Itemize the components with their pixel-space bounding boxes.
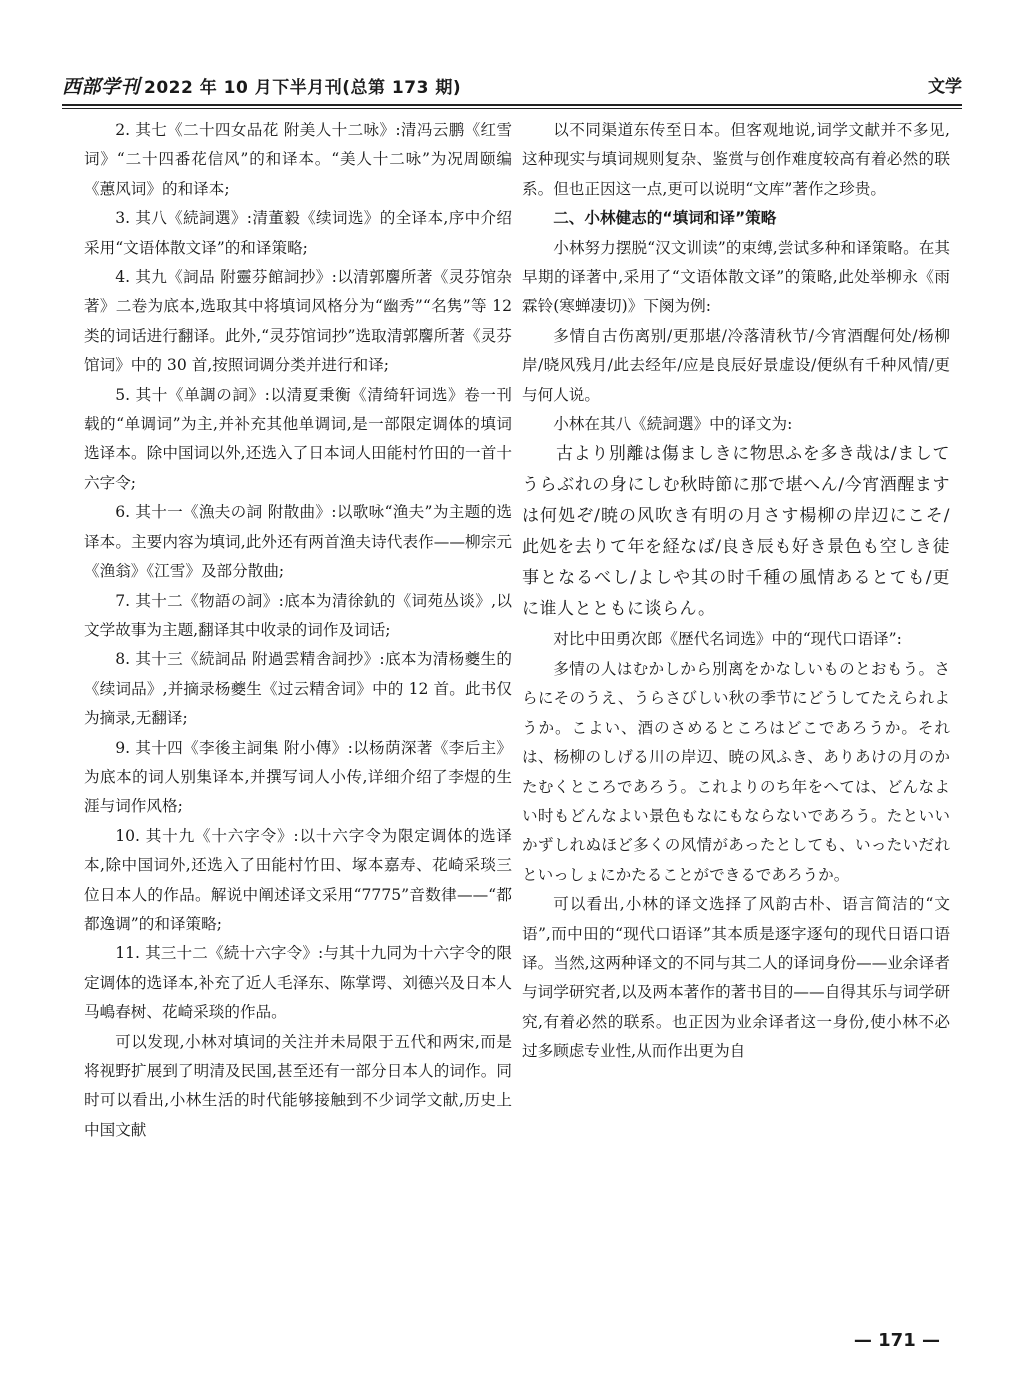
paragraph: 对比中田勇次郎《歴代名词选》中的“现代口语译”: (553, 630, 902, 649)
paragraph: 4. 其九《詞品 附靈芬館詞抄》:以清郭麐所著《灵芬馆杂著》二卷为底本,选取其中将填词风格分为“幽秀”“名隽”等 12 类的词话进行翻译。此外,“灵芬馆词抄”选取清郭麐所著《灵芬馆词》中的 30 首,按照词调分类并进行和译; (84, 268, 512, 375)
paragraph: 2. 其七《二十四女品花 附美人十二咏》:清冯云鹏《红雪词》“二十四番花信风”的和译本。“美人十二咏”为况周颐编《蕙风词》的和译本; (84, 121, 512, 198)
japanese-translation-quote: 古より別離は傷ましきに物思ふを多き哉は/ましてうらぶれの身にしむ秋時節に那で堪へん/今宵酒醒ますは何処ぞ/暁の风吹き有明の月さす楊柳の岸辺にこそ/此処を去りて年を経なば/良き辰も好き景色も空しき徒事となるべし/よしや其の时千種の風情あるとても/更に谁人とともに谈らん。 (522, 444, 950, 620)
right-column (522, 116, 950, 1067)
section-label: 文学 (928, 77, 962, 97)
section-heading: 二、小林健志的“填词和译”策略 (553, 209, 777, 228)
chinese-quote: 多情自古伤离别/更那堪/冷落清秋节/今宵酒醒何处/杨柳岸/晓风残月/此去经年/应是良辰好景虚设/便纵有千种风情/更与何人说。 (522, 326, 950, 404)
header-rule-thin (62, 108, 962, 109)
paragraph: 小林在其八《続詞選》中的译文为: (553, 415, 793, 434)
paragraph: 小林努力摆脱“汉文训读”的束缚,尝试多种和译策略。在其早期的译著中,采用了“文语体散文译”的策略,此处举柳永《雨霖铃(寒蝉凄切)》下阕为例: (522, 238, 950, 316)
page-number: — 171 — (853, 1330, 940, 1351)
paragraph: 可以发现,小林对填词的关注并未局限于五代和两宋,而是将视野扩展到了明清及民国,甚至还有一部分日本人的词作。同时可以看出,小林生活的时代能够接触到不少词学文献,历史上中国文献 (84, 1032, 512, 1139)
page-header (62, 68, 962, 102)
paragraph: 可以看出,小林的译文选择了风韵古朴、语言简洁的“文语”,而中田的“现代口语译”其本质是逐字逐句的现代日语口语译。当然,这两种译文的不同与其二人的译词身份——业余译者与词学研究者,以及两本著作的著书目的——自得其乐与词学研究,有着必然的联系。也正因为业余译者这一身份,使小林不必过多顾虑专业性,从而作出更为自 (522, 895, 950, 1061)
paragraph: 10. 其十九《十六字令》:以十六字令为限定调体的选译本,除中国词外,还选入了田能村竹田、塚本嘉寿、花崎采琰三位日本人的作品。解说中阐述译文采用“7775”音数律——“都都逸调”的和译策略; (84, 826, 512, 933)
journal-logo: 西部学刊 (62, 76, 141, 98)
paragraph: 以不同渠道东传至日本。但客观地说,词学文献并不多见,这种现实与填词规则复杂、鉴赏与创作难度较高有着必然的联系。但也正因这一点,更可以说明“文库”著作之珍贵。 (522, 121, 950, 198)
paragraph: 11. 其三十二《続十六字令》:与其十九同为十六字令的限定调体的选译本,补充了近人毛泽东、陈掌谔、刘德兴及日本人马嶋春树、花崎采琰的作品。 (84, 944, 512, 1022)
left-column (84, 116, 512, 1145)
paragraph: 3. 其八《続詞選》:清董毅《续词选》的全译本,序中介绍采用“文语体散文译”的和译策略; (84, 209, 512, 257)
japanese-colloquial-quote: 多情の人はむかしから別离をかなしいものとおもう。さらにそのうえ、うらさびしい秋の季节にどうしてたえられようか。こよい、酒のさめるところはどこであろうか。それは、杨柳のしげる川の岸辺、暁の风ふき、ありあけの月のかたむくところであろう。これよりのち年をへては、どんなよい时もどんなよい景色もなにもならないであろう。たといいかずしれぬほど多くの风情があったとしても、いったいだれといっしょにかたることができるであろうか。 (522, 659, 950, 884)
paragraph: 8. 其十三《続詞品 附過雲精舎詞抄》:底本为清杨夔生的《续词品》,并摘录杨夔生《过云精舍词》中的 12 首。此书仅为摘录,无翻译; (84, 650, 512, 728)
header-rule (62, 104, 962, 106)
journal-title (62, 72, 461, 99)
issue-info: 2022 年 10 月下半月刊(总第 173 期) (144, 78, 462, 98)
paragraph: 6. 其十一《漁夫の詞 附散曲》:以歌咏“渔夫”为主题的选译本。主要内容为填词,此外还有两首渔夫诗代表作——柳宗元《渔翁》《江雪》及部分散曲; (84, 503, 512, 581)
paragraph: 9. 其十四《李後主詞集 附小傳》:以杨荫深著《李后主》为底本的词人别集译本,并撰写词人小传,详细介绍了李煜的生涯与词作风格; (84, 738, 512, 816)
paragraph: 5. 其十《单調の詞》:以清夏秉衡《清绮轩词选》卷一刊载的“单调词”为主,并补充其他单调词,是一部限定调体的填词选译本。除中国词以外,还选入了日本词人田能村竹田的一首十六字令; (84, 385, 512, 492)
paragraph: 7. 其十二《物語の詞》:底本为清徐釚的《词苑丛谈》,以文学故事为主题,翻译其中收录的词作及词话; (84, 591, 512, 639)
